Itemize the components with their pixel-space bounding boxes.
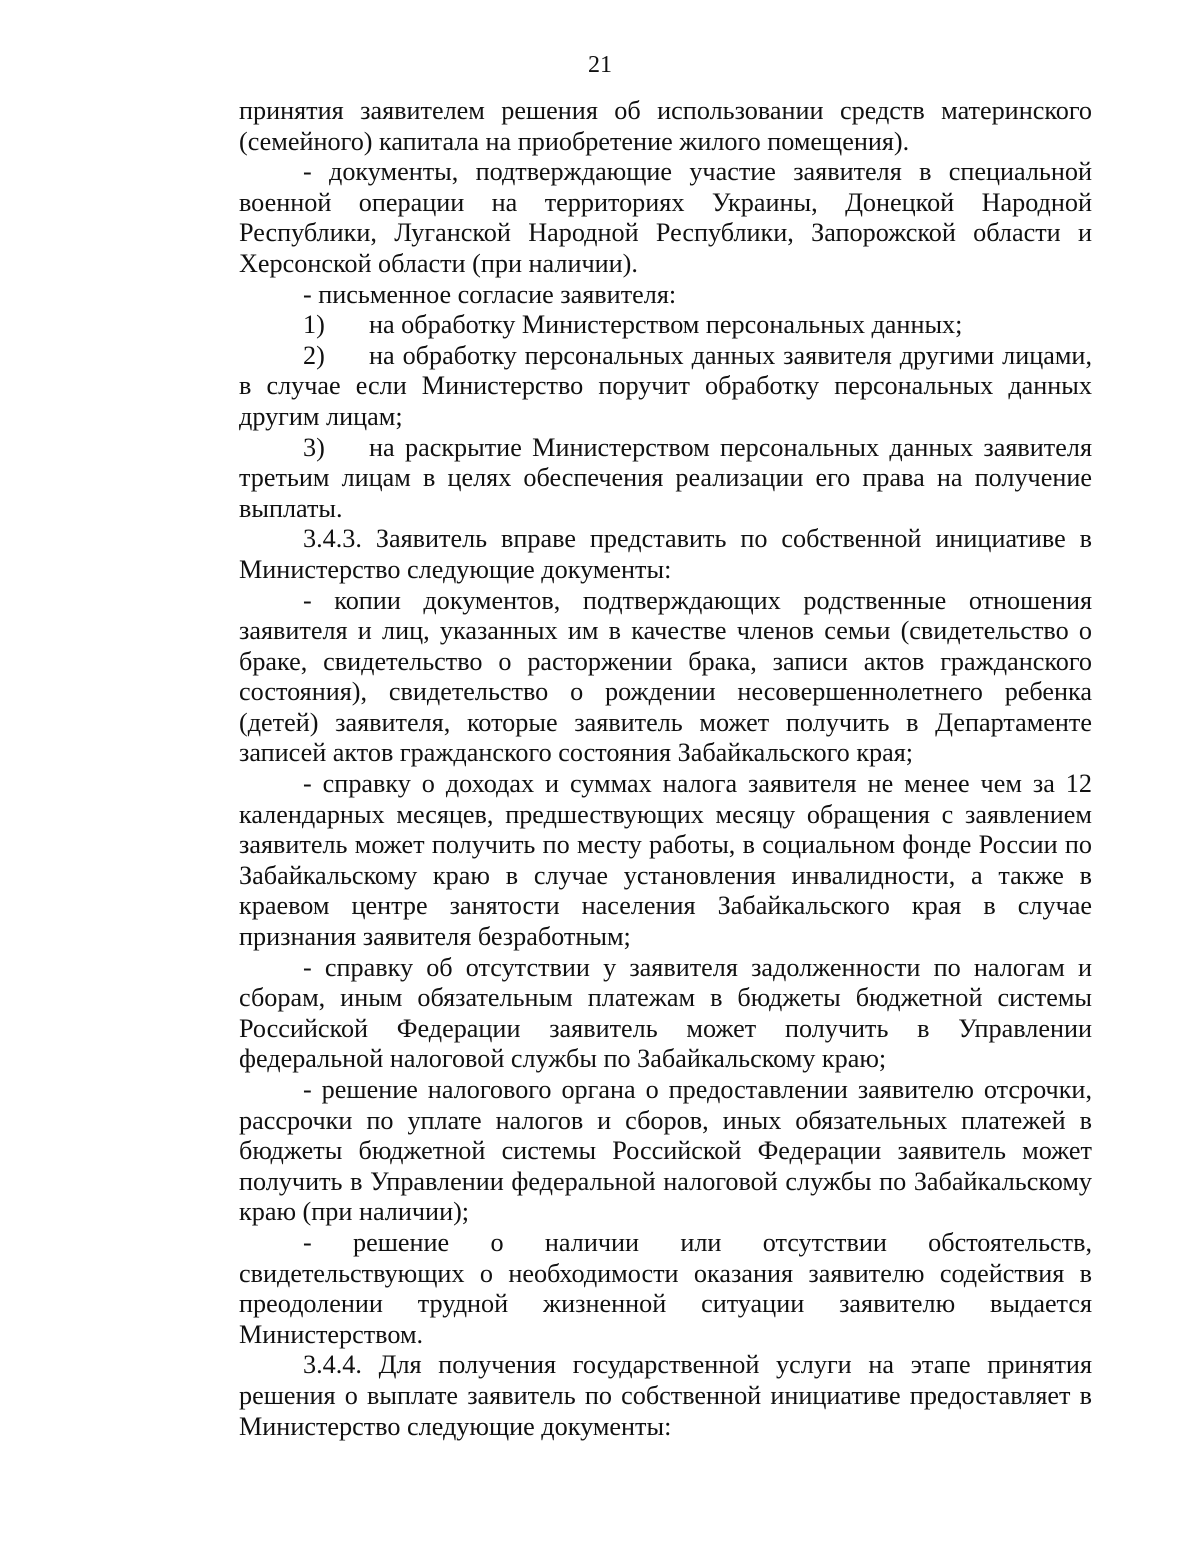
list-item-text: на обработку Министерством персональных данных; <box>369 310 963 340</box>
page-number: 21 <box>588 52 612 78</box>
list-item-text: на обработку персональных данных заявителя другими лицами, в случае если Министерство поручит обработку персональных данных другим лицам; <box>239 340 1092 431</box>
list-number: 2) <box>303 340 325 370</box>
paragraph-continuation: принятия заявителем решения об использовании средств материнского (семейного) капитала на приобретение жилого помещения). <box>239 96 1092 156</box>
paragraph-income-certificate: - справку о доходах и суммах налога заявителя не менее чем за 12 календарных месяцев, предшествующих месяцу обращения с заявлением заявитель может получить по месту работы, в социальном фонде России по Забайкальскому краю в случае установления инвалидности, а также в краевом центре занятости населения Забайкальского края в случае признания заявителя безработным; <box>239 769 1092 952</box>
paragraph-hardship-decision: - решение о наличии или отсутствии обстоятельств, свидетельствующих о необходимости оказания заявителю содействия в преодолении трудной жизненной ситуации заявителю выдается Министерством. <box>239 1227 1092 1349</box>
paragraph-written-consent: - письменное согласие заявителя: <box>303 279 677 309</box>
list-number: 1) <box>303 310 325 340</box>
consent-item-1 <box>239 310 1092 341</box>
list-item-text: на раскрытие Министерством персональных данных заявителя третьим лицам в целях обеспечения реализации его права на получение выплаты. <box>239 432 1092 523</box>
section-3-4-4: 3.4.4. Для получения государственной услуги на этапе принятия решения о выплате заявитель по собственной инициативе предоставляет в Министерство следующие документы: <box>239 1350 1092 1441</box>
section-3-4-3: 3.4.3. Заявитель вправе представить по собственной инициативе в Министерство следующие документы: <box>239 524 1092 584</box>
paragraph-tax-debt-certificate: - справку об отсутствии у заявителя задолженности по налогам и сборам, иным обязательным платежам в бюджеты бюджетной системы Российской Федерации заявитель может получить в Управлении федеральной налоговой службы по Забайкальскому краю; <box>239 952 1092 1074</box>
document-body <box>239 96 1092 1442</box>
paragraph-tax-deferral-decision: - решение налогового органа о предоставлении заявителю отсрочки, рассрочки по уплате налогов и сборов, иных обязательных платежей в бюджеты бюджетной системы Российской Федерации заявитель может получить в Управлении федеральной налоговой службы по Забайкальскому краю (при наличии); <box>239 1075 1092 1227</box>
paragraph-kinship-documents: - копии документов, подтверждающих родственные отношения заявителя и лиц, указанных им в качестве членов семьи (свидетельство о браке, свидетельство о расторжении брака, записи актов гражданского состояния), свидетельство о рождении несовершеннолетнего ребенка (детей) заявителя, которые заявитель может получить в Департаменте записей актов гражданского состояния Забайкальского края; <box>239 585 1092 768</box>
consent-item-2 <box>239 341 1092 433</box>
consent-item-3 <box>239 433 1092 525</box>
paragraph-svo-documents: - документы, подтверждающие участие заявителя в специальной военной операции на территориях Украины, Донецкой Народной Республики, Луганской Народной Республики, Запорожской области и Херсонской области (при наличии). <box>239 157 1092 278</box>
list-number: 3) <box>303 432 325 462</box>
